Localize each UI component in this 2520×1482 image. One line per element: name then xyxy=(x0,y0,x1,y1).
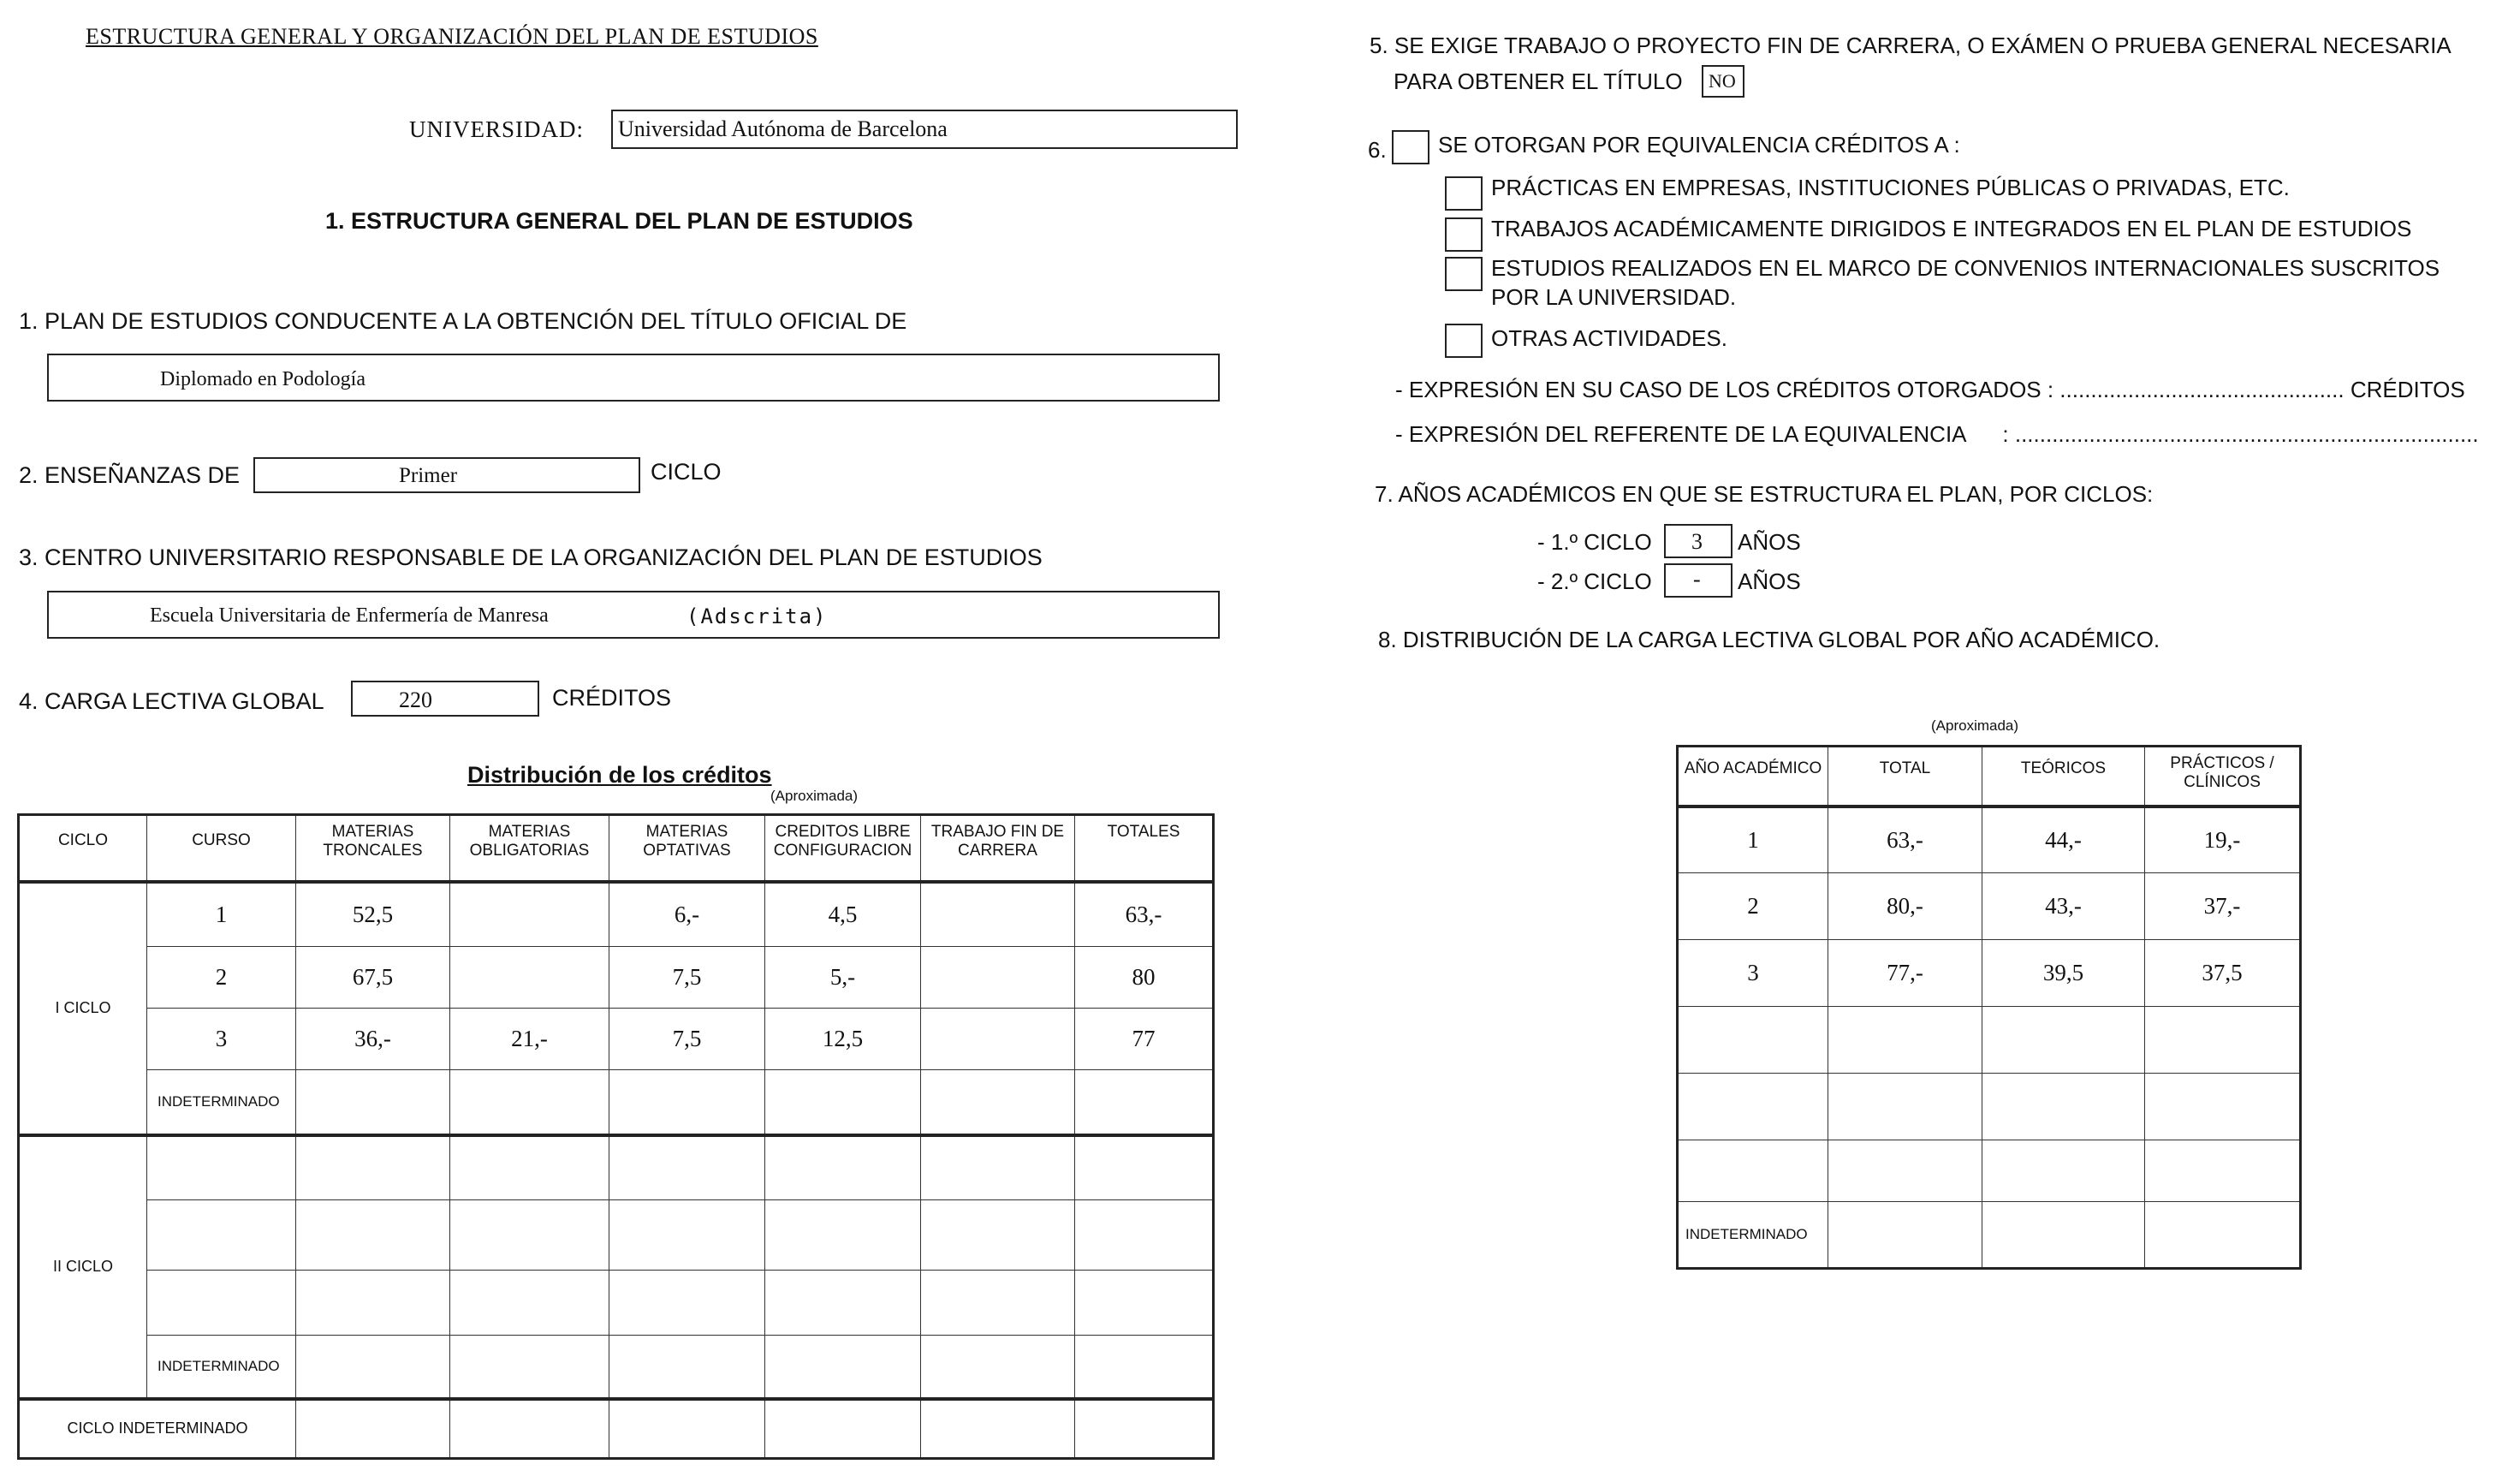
opt3-label-line2: POR LA UNIVERSIDAD. xyxy=(1491,284,1737,310)
carga-value: 220 xyxy=(399,687,432,712)
table-row xyxy=(19,1135,1214,1200)
credits-header-row xyxy=(19,815,1214,882)
indeterminado-label: INDETERMINADO xyxy=(147,1336,296,1399)
totales-cell: 63,- xyxy=(1075,882,1214,947)
trabajo-cell xyxy=(921,882,1075,947)
table-row xyxy=(1678,940,2301,1007)
distribution-title: Distribución de los créditos xyxy=(467,762,772,788)
ciclo-indeterminado-label: CICLO INDETERMINADO xyxy=(19,1399,296,1459)
document-title: ESTRUCTURA GENERAL Y ORGANIZACIÓN DEL PLAN DE ESTUDIOS xyxy=(86,24,818,49)
troncales-cell: 67,5 xyxy=(296,947,450,1009)
anos-label-1: AÑOS xyxy=(1738,529,1801,555)
ciclo2-value: - xyxy=(1693,567,1701,592)
titulo-field[interactable] xyxy=(47,354,1220,402)
indeterminado-label: INDETERMINADO xyxy=(1678,1202,1828,1269)
teoricos-cell: 44,- xyxy=(1982,806,2145,873)
ciclo1-label: - 1.º CICLO xyxy=(1537,529,1652,555)
table-row xyxy=(19,1070,1214,1135)
table-row xyxy=(1678,873,2301,940)
header-total: TOTAL xyxy=(1828,747,1982,806)
libre-cell: 12,5 xyxy=(765,1009,921,1070)
carga-field[interactable] xyxy=(351,681,539,717)
item5-field[interactable] xyxy=(1702,65,1744,98)
table-row xyxy=(1678,1202,2301,1269)
indeterminado-label: INDETERMINADO xyxy=(147,1070,296,1135)
totales-cell: 80 xyxy=(1075,947,1214,1009)
table-row xyxy=(1678,806,2301,873)
optativas-cell: 6,- xyxy=(609,882,765,947)
table-row xyxy=(19,1009,1214,1070)
header-totales: TOTALES xyxy=(1075,815,1214,882)
ano-cell: 2 xyxy=(1678,873,1828,940)
total-cell: 80,- xyxy=(1828,873,1982,940)
ciclo1-value: 3 xyxy=(1691,529,1703,554)
obligatorias-cell xyxy=(450,882,609,947)
item5-line1: 5. SE EXIGE TRABAJO O PROYECTO FIN DE CARRERA, O EXÁMEN O PRUEBA GENERAL NECESARIA xyxy=(1370,33,2452,58)
curso-cell: 2 xyxy=(147,947,296,1009)
trabajo-cell xyxy=(921,1009,1075,1070)
item1-label: 1. PLAN DE ESTUDIOS CONDUCENTE A LA OBTENCIÓN DEL TÍTULO OFICIAL DE xyxy=(19,308,907,334)
distribution-subtitle: (Aproximada) xyxy=(770,788,859,804)
ano-cell: 3 xyxy=(1678,940,1828,1007)
practicos-cell: 19,- xyxy=(2145,806,2301,873)
total-cell: 63,- xyxy=(1828,806,1982,873)
credits-table xyxy=(17,813,1215,1460)
optativas-cell: 7,5 xyxy=(609,947,765,1009)
centro-extra: (Adscrita) xyxy=(686,604,828,628)
creditos-suffix: CRÉDITOS xyxy=(552,685,672,711)
practicos-cell: 37,- xyxy=(2145,873,2301,940)
optativas-cell: 7,5 xyxy=(609,1009,765,1070)
ensenanzas-value: Primer xyxy=(399,464,458,487)
header-ciclo: CICLO xyxy=(19,815,147,882)
libre-cell: 5,- xyxy=(765,947,921,1009)
item5-line2: PARA OBTENER EL TÍTULO xyxy=(1394,68,1683,94)
obligatorias-cell: 21,- xyxy=(450,1009,609,1070)
opt1-checkbox[interactable] xyxy=(1445,176,1483,211)
centro-value: Escuela Universitaria de Enfermería de Manresa xyxy=(150,604,549,627)
item2-label: 2. ENSEÑANZAS DE xyxy=(19,462,241,488)
table-row xyxy=(19,1271,1214,1336)
ciclo1-label: I CICLO xyxy=(19,882,147,1135)
section-title: 1. ESTRUCTURA GENERAL DEL PLAN DE ESTUDIOS xyxy=(325,208,913,234)
trabajo-cell xyxy=(921,947,1075,1009)
header-troncales: MATERIAS TRONCALES xyxy=(296,815,450,882)
obligatorias-cell xyxy=(450,947,609,1009)
expresion-creditos: - EXPRESIÓN EN SU CASO DE LOS CRÉDITOS OTORGADOS : .............................................. CRÉDITOS xyxy=(1395,377,2465,402)
curso-cell: 1 xyxy=(147,882,296,947)
item5-value: NO xyxy=(1709,70,1736,92)
year-table xyxy=(1676,745,2302,1270)
ensenanzas-field[interactable] xyxy=(253,457,640,493)
table-row xyxy=(19,1336,1214,1399)
teoricos-cell: 43,- xyxy=(1982,873,2145,940)
opt1-label: PRÁCTICAS EN EMPRESAS, INSTITUCIONES PÚBLICAS O PRIVADAS, ETC. xyxy=(1491,175,2290,200)
opt3-label: ESTUDIOS REALIZADOS EN EL MARCO DE CONVENIOS INTERNACIONALES SUSCRITOS xyxy=(1491,255,2440,281)
table-row xyxy=(19,1399,1214,1459)
ciclo2-field[interactable] xyxy=(1664,563,1732,598)
troncales-cell: 36,- xyxy=(296,1009,450,1070)
header-obligatorias: MATERIAS OBLIGATORIAS xyxy=(450,815,609,882)
opt4-checkbox[interactable] xyxy=(1445,324,1483,358)
opt2-label: TRABAJOS ACADÉMICAMENTE DIRIGIDOS E INTEGRADOS EN EL PLAN DE ESTUDIOS xyxy=(1491,216,2412,241)
ciclo2-label: - 2.º CICLO xyxy=(1537,568,1652,594)
table-row xyxy=(1678,1007,2301,1074)
universidad-label: UNIVERSIDAD: xyxy=(409,116,584,142)
item3-label: 3. CENTRO UNIVERSITARIO RESPONSABLE DE LA ORGANIZACIÓN DEL PLAN DE ESTUDIOS xyxy=(19,545,1043,570)
ciclo-suffix: CICLO xyxy=(651,459,722,485)
item8-label: 8. DISTRIBUCIÓN DE LA CARGA LECTIVA GLOBAL POR AÑO ACADÉMICO. xyxy=(1378,627,2160,652)
opt3-checkbox[interactable] xyxy=(1445,257,1483,291)
year-header-row xyxy=(1678,747,2301,806)
centro-field[interactable] xyxy=(47,591,1220,639)
ano-cell: 1 xyxy=(1678,806,1828,873)
item6-num: 6. xyxy=(1368,137,1387,163)
header-ano: AÑO ACADÉMICO xyxy=(1678,747,1828,806)
expresion-referente: - EXPRESIÓN DEL REFERENTE DE LA EQUIVALENCIA : ........................................................................... xyxy=(1395,421,2479,447)
ciclo2-label: II CICLO xyxy=(19,1135,147,1399)
header-trabajo: TRABAJO FIN DE CARRERA xyxy=(921,815,1075,882)
year-table-caption: (Aproximada) xyxy=(1931,717,2019,734)
troncales-cell: 52,5 xyxy=(296,882,450,947)
table-row xyxy=(19,882,1214,947)
teoricos-cell: 39,5 xyxy=(1982,940,2145,1007)
titulo-value: Diplomado en Podología xyxy=(160,368,366,390)
total-cell: 77,- xyxy=(1828,940,1982,1007)
opt4-label: OTRAS ACTIVIDADES. xyxy=(1491,325,1727,351)
header-teoricos: TEÓRICOS xyxy=(1982,747,2145,806)
curso-cell: 3 xyxy=(147,1009,296,1070)
table-row xyxy=(1678,1074,2301,1140)
header-libre: CREDITOS LIBRE CONFIGURACION xyxy=(765,815,921,882)
header-optativas: MATERIAS OPTATIVAS xyxy=(609,815,765,882)
libre-cell: 4,5 xyxy=(765,882,921,947)
table-row xyxy=(19,1200,1214,1271)
item6-checkbox[interactable] xyxy=(1392,130,1429,164)
item4-label: 4. CARGA LECTIVA GLOBAL xyxy=(19,688,324,714)
opt2-checkbox[interactable] xyxy=(1445,217,1483,252)
header-practicos: PRÁCTICOS / CLÍNICOS xyxy=(2145,747,2301,806)
universidad-field[interactable] xyxy=(611,110,1238,149)
table-row xyxy=(1678,1140,2301,1202)
practicos-cell: 37,5 xyxy=(2145,940,2301,1007)
item7-label: 7. AÑOS ACADÉMICOS EN QUE SE ESTRUCTURA EL PLAN, POR CICLOS: xyxy=(1375,481,2154,507)
ciclo1-field[interactable] xyxy=(1664,524,1732,558)
item6-label: SE OTORGAN POR EQUIVALENCIA CRÉDITOS A : xyxy=(1438,132,1960,158)
table-row xyxy=(19,947,1214,1009)
totales-cell: 77 xyxy=(1075,1009,1214,1070)
header-curso: CURSO xyxy=(147,815,296,882)
anos-label-2: AÑOS xyxy=(1738,568,1801,594)
universidad-value: Universidad Autónoma de Barcelona xyxy=(618,116,948,141)
